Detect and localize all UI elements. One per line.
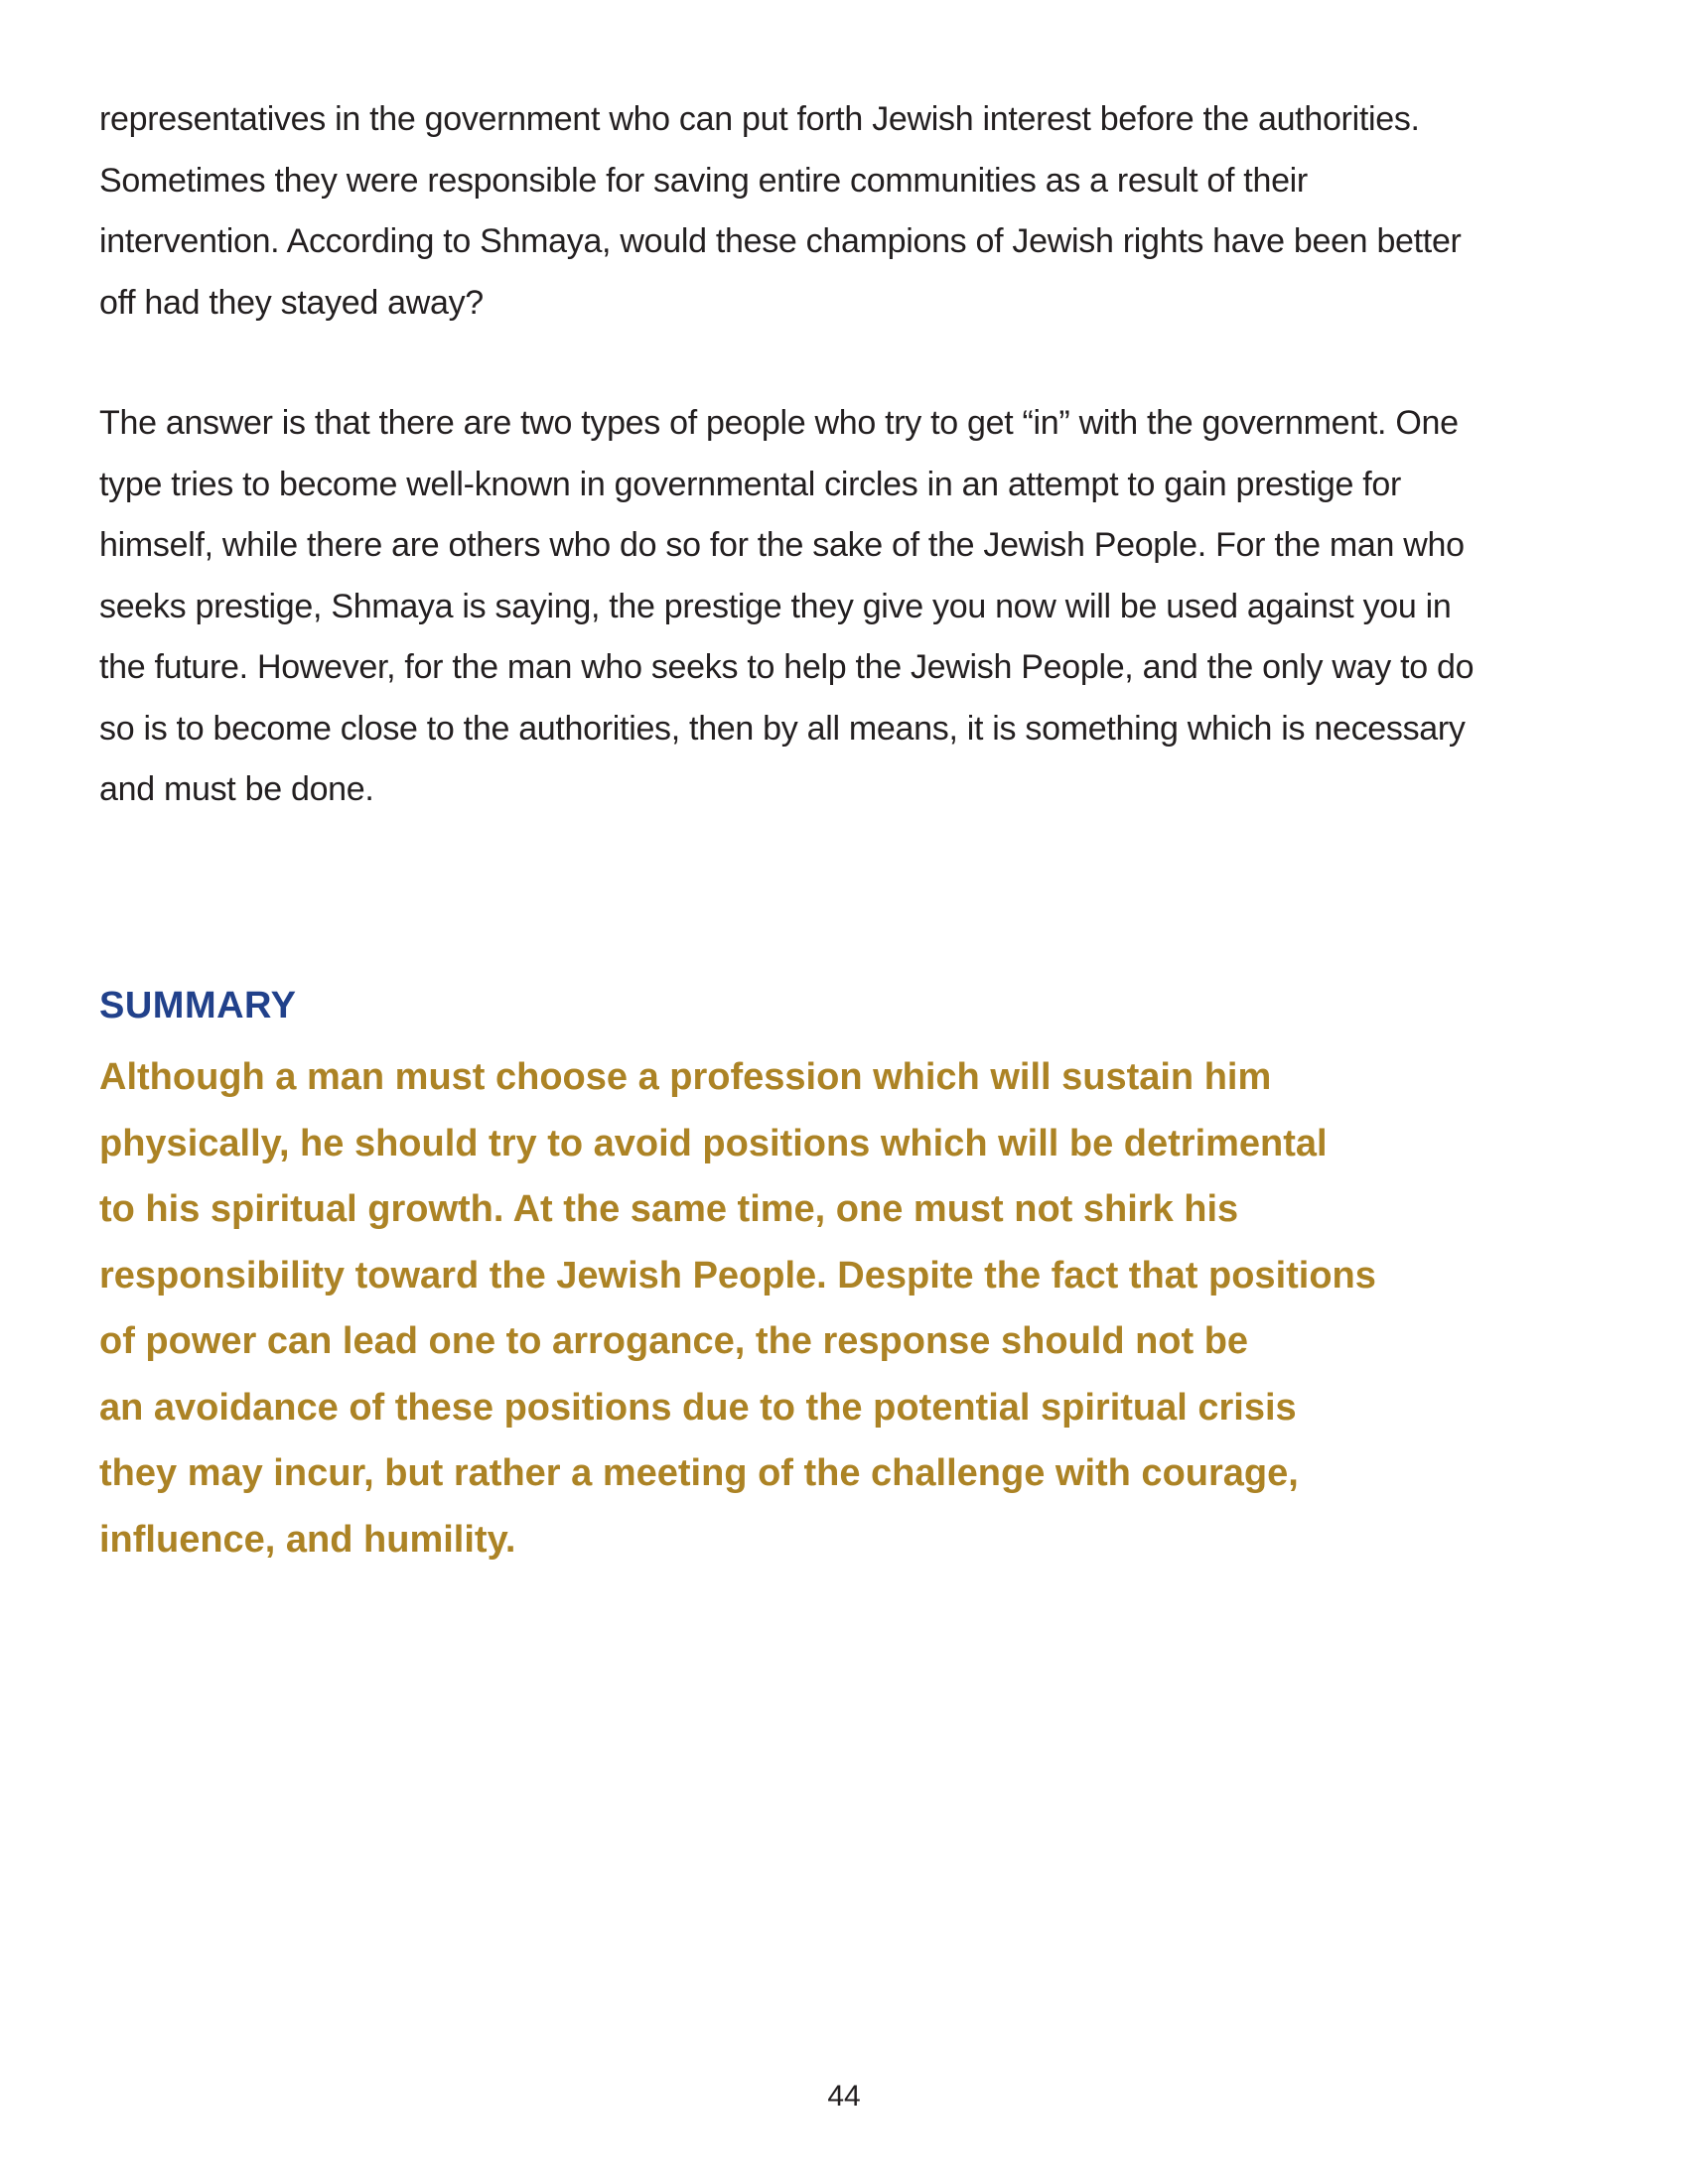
- page-number: 44: [827, 2080, 861, 2113]
- body-paragraph-2: [99, 393, 1628, 821]
- summary-line: to his spiritual growth. At the same time, one must not shirk his: [99, 1188, 1239, 1230]
- summary-line: responsibility toward the Jewish People. Despite the fact that positions: [99, 1254, 1376, 1297]
- text-line: The answer is that there are two types of people who try to get “in” with the government. One: [99, 404, 1459, 442]
- summary-line: physically, he should try to avoid positions which will be detrimental: [99, 1122, 1328, 1164]
- text-line: and must be done.: [99, 770, 374, 808]
- summary-line: of power can lead one to arrogance, the response should not be: [99, 1320, 1249, 1362]
- text-line: Sometimes they were responsible for saving entire communities as a result of their: [99, 161, 1308, 200]
- text-line: off had they stayed away?: [99, 283, 484, 322]
- text-line: himself, while there are others who do so for the sake of the Jewish People. For the man who: [99, 526, 1465, 564]
- summary-line: an avoidance of these positions due to the potential spiritual crisis: [99, 1386, 1297, 1429]
- summary-heading: SUMMARY: [99, 985, 297, 1026]
- text-line: representatives in the government who can put forth Jewish interest before the authorities.: [99, 100, 1420, 138]
- text-line: so is to become close to the authorities, then by all means, it is something which is necessary: [99, 709, 1466, 748]
- summary-line: Although a man must choose a profession which will sustain him: [99, 1056, 1272, 1098]
- text-line: the future. However, for the man who seeks to help the Jewish People, and the only way to do: [99, 648, 1475, 686]
- summary-line: influence, and humility.: [99, 1518, 516, 1561]
- body-paragraph-1: [99, 89, 1628, 334]
- text-line: type tries to become well-known in governmental circles in an attempt to gain prestige for: [99, 465, 1401, 503]
- summary-line: they may incur, but rather a meeting of the challenge with courage,: [99, 1452, 1299, 1494]
- text-line: intervention. According to Shmaya, would these champions of Jewish rights have been better: [99, 222, 1462, 260]
- text-line: seeks prestige, Shmaya is saying, the prestige they give you now will be used against you in: [99, 587, 1452, 625]
- summary-text: [99, 1044, 1628, 1572]
